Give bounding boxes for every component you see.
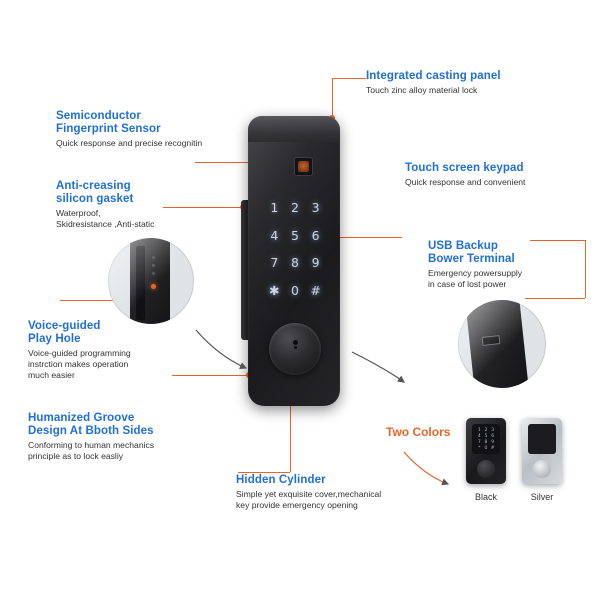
key-hash[interactable]: # <box>310 282 321 298</box>
callout-groove-title-1: Humanized Groove <box>28 412 135 424</box>
callout-fingerprint-title-1: Semiconductor <box>56 110 142 122</box>
arrow-inset-to-lock <box>196 330 246 368</box>
callout-keypad-title: Touch screen keypad <box>405 162 524 174</box>
connector-integrated-panel-v <box>332 78 333 118</box>
inset-glass-sheen <box>108 238 194 324</box>
variant-black-screen <box>472 424 500 454</box>
key-7[interactable]: 7 <box>270 255 279 271</box>
key-3[interactable]: 3 <box>311 200 320 216</box>
callout-groove <box>28 412 193 462</box>
variant-black-keys <box>476 427 496 451</box>
callout-cylinder-title: Hidden Cylinder <box>236 474 326 486</box>
inset-gasket-voice-hole <box>108 238 194 324</box>
callout-cylinder <box>236 474 436 511</box>
callout-usb <box>428 240 578 290</box>
inset-usb-terminal <box>458 300 546 388</box>
callout-groove-desc-2: principle as to lock easliy <box>28 451 124 461</box>
key-0[interactable]: 0 <box>291 282 299 298</box>
callout-fingerprint <box>56 110 206 149</box>
callout-gasket-desc-2: Skidresistance ,Anti-static <box>56 219 155 229</box>
callout-fingerprint-title-2: Fingerprint Sensor <box>56 123 161 135</box>
hidden-cylinder-knob[interactable] <box>269 323 321 375</box>
callout-voice-desc-1: Voice-guided programming <box>28 348 131 358</box>
callout-keypad-desc: Quick response and convenient <box>405 177 526 187</box>
connector-cylinder-v <box>290 400 291 472</box>
mini-key: # <box>490 445 495 451</box>
fingerprint-sensor[interactable] <box>294 157 313 176</box>
inset-glass-sheen <box>458 300 546 388</box>
variant-silver-screen <box>528 424 556 454</box>
callout-gasket-title-2: silicon gasket <box>56 193 134 205</box>
variant-silver-lock <box>522 418 562 484</box>
connector-groove <box>172 375 250 376</box>
variant-black-caption: Black <box>474 492 497 502</box>
key-star[interactable]: ✱ <box>269 282 280 298</box>
keyhole-icon <box>293 340 298 345</box>
callout-gasket-desc-1: Waterproof, <box>56 208 101 218</box>
key-9[interactable]: 9 <box>311 255 320 271</box>
key-6[interactable]: 6 <box>311 227 320 243</box>
connector-usb-v <box>585 240 586 298</box>
mini-key: * <box>478 445 481 451</box>
callout-groove-title-2: Design At Bboth Sides <box>28 425 154 437</box>
fingerprint-sensor-surface <box>298 161 309 172</box>
callout-cylinder-desc-1: Simple yet exquisite cover,mechanical <box>236 489 382 499</box>
callout-usb-desc-1: Emergency powersupply <box>428 268 523 278</box>
variant-silver-knob <box>533 460 551 478</box>
callout-gasket-title-1: Anti-creasing <box>56 180 131 192</box>
mini-key: 0 <box>484 445 488 451</box>
two-colors-label: Two Colors <box>386 425 451 439</box>
callout-usb-desc-2: in case of lost power <box>428 279 507 289</box>
touch-keypad[interactable] <box>264 194 326 304</box>
connector-cylinder-h <box>238 472 290 473</box>
callout-voice-title-1: Voice-guided <box>28 320 101 332</box>
key-8[interactable]: 8 <box>291 255 299 271</box>
callout-integrated-panel-title: Integrated casting panel <box>366 70 501 82</box>
connector-usb-h <box>525 298 585 299</box>
variant-black-knob <box>477 460 495 478</box>
key-5[interactable]: 5 <box>291 227 299 243</box>
arrow-lock-to-usb-inset <box>352 352 404 382</box>
variant-black-lock <box>466 418 506 484</box>
callout-voice-desc-3: much easier <box>28 370 75 380</box>
mini-key: 6 <box>491 433 495 439</box>
callout-usb-title-1: USB Backup <box>428 240 499 252</box>
callout-groove-desc-1: Conforming to human mechanics <box>28 440 155 450</box>
mini-key: 5 <box>484 433 488 439</box>
key-2[interactable]: 2 <box>291 200 299 216</box>
mini-key: 9 <box>491 439 495 445</box>
lock-top-bevel <box>248 116 340 142</box>
callout-cylinder-desc-2: key provide emergency opening <box>236 500 358 510</box>
key-1[interactable]: 1 <box>270 200 279 216</box>
variant-silver-caption: Silver <box>530 492 554 502</box>
callout-integrated-panel <box>366 70 546 96</box>
smart-lock-body <box>248 116 340 406</box>
callout-voice-desc-2: instrction makes operation <box>28 359 129 369</box>
mini-key: 2 <box>484 427 488 433</box>
mini-key: 1 <box>477 427 481 433</box>
key-4[interactable]: 4 <box>270 227 279 243</box>
connector-keypad <box>336 237 402 238</box>
mini-key: 3 <box>491 427 495 433</box>
connector-integrated-panel-h <box>332 78 366 79</box>
callout-gasket <box>56 180 206 230</box>
mini-key: 8 <box>484 439 488 445</box>
callout-voice <box>28 320 178 381</box>
callout-voice-title-2: Play Hole <box>28 333 81 345</box>
mini-key: 7 <box>477 439 481 445</box>
callout-integrated-panel-desc: Touch zinc alloy material lock <box>366 85 478 95</box>
mini-key: 4 <box>477 433 481 439</box>
callout-keypad <box>405 162 565 188</box>
callout-fingerprint-desc: Quick response and precise recognitin <box>56 138 203 148</box>
callout-usb-title-2: Bower Terminal <box>428 253 515 265</box>
